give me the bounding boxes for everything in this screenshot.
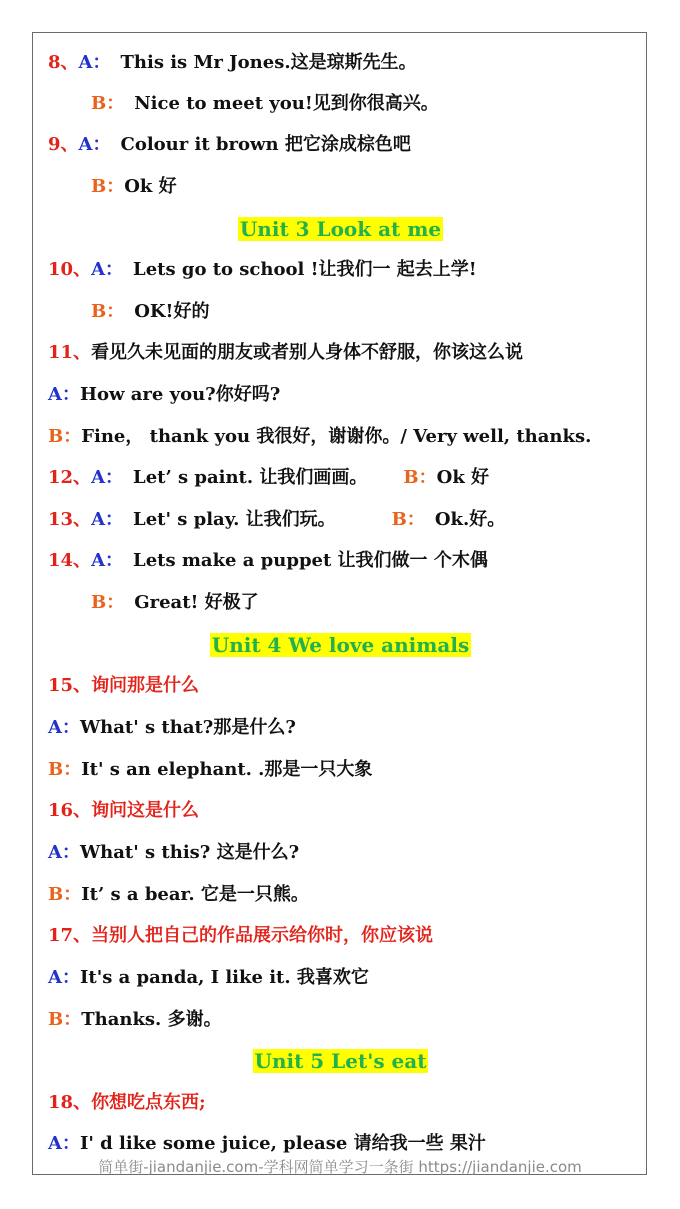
line-text: Fine， thank you 我很好，谢谢你。/ Very well, thanks. <box>81 426 592 447</box>
unit-4-heading <box>33 630 648 660</box>
line-text: Thanks. 多谢。 <box>81 1009 222 1030</box>
dialogue-line-10b <box>91 297 209 327</box>
line-text: Ok 好 <box>124 176 177 197</box>
speaker-b: B： <box>91 592 125 613</box>
speaker-b: B： <box>391 509 425 530</box>
item-number: 13、 <box>48 509 92 530</box>
line-text: It' s an elephant. .那是一只大象 <box>81 759 373 780</box>
dialogue-line-11a <box>48 380 280 410</box>
unit-heading-text: Unit 3 Look at me <box>239 217 442 241</box>
item-number: 14、 <box>48 550 92 571</box>
speaker-a: A： <box>91 467 124 488</box>
unit-5-heading <box>33 1046 648 1076</box>
item-number: 9、 <box>48 134 79 155</box>
line-text: Colour it brown 把它涂成棕色吧 <box>120 134 411 155</box>
prompt-line-16 <box>48 796 199 826</box>
dialogue-line-16a <box>48 838 299 868</box>
item-number: 10、 <box>48 259 92 280</box>
line-text: What' s that?那是什么? <box>79 717 296 738</box>
line-text: 询问那是什么 <box>91 675 200 696</box>
dialogue-line-18a <box>48 1129 486 1159</box>
item-number: 17、 <box>48 925 92 946</box>
speaker-a: A： <box>48 717 80 738</box>
speaker-a: A： <box>48 967 80 988</box>
speaker-a: A： <box>91 509 124 530</box>
line-text: Nice to meet you!见到你很高兴。 <box>134 93 439 114</box>
item-number: 16、 <box>48 800 92 821</box>
dialogue-line-14b <box>91 588 259 618</box>
line-text: OK!好的 <box>134 301 210 322</box>
prompt-line-17 <box>48 921 433 951</box>
dialogue-line-11b <box>48 422 591 452</box>
line-text: 看见久未见面的朋友或者别人身体不舒服，你该这么说 <box>91 342 524 363</box>
dialogue-line-17a <box>48 963 369 993</box>
line-text: Lets make a puppet 让我们做一 个木偶 <box>133 550 488 571</box>
unit-heading-text: Unit 4 We love animals <box>211 633 470 657</box>
item-number: 11、 <box>48 342 92 363</box>
speaker-b: B： <box>48 759 82 780</box>
dialogue-line-15a <box>48 713 296 743</box>
speaker-a: A： <box>48 842 80 863</box>
dialogue-line-12 <box>48 463 489 493</box>
item-number: 8、 <box>48 52 79 73</box>
line-text: It’ s a bear. 它是一只熊。 <box>81 884 309 905</box>
item-number: 18、 <box>48 1092 92 1113</box>
speaker-a: A： <box>91 259 124 280</box>
line-text-2: Ok 好 <box>436 467 490 488</box>
footer-watermark: 简单街-jiandanjie.com-学科网简单学习一条街 https://jiandanjie.com <box>98 1158 582 1176</box>
line-text: 询问这是什么 <box>91 800 200 821</box>
item-number: 15、 <box>48 675 92 696</box>
item-number: 12、 <box>48 467 92 488</box>
line-text: Lets go to school !让我们一 起去上学! <box>133 259 477 280</box>
dialogue-line-9a <box>48 130 411 160</box>
line-text: This is Mr Jones.这是琼斯先生。 <box>120 52 417 73</box>
dialogue-line-8b <box>91 89 439 119</box>
speaker-b: B： <box>48 1009 82 1030</box>
dialogue-line-8a <box>48 48 417 78</box>
speaker-b: B： <box>91 301 125 322</box>
line-text: Let' s play. 让我们玩。 <box>133 509 336 530</box>
document-page <box>32 32 647 1175</box>
dialogue-line-16b <box>48 880 309 910</box>
dialogue-line-13 <box>48 505 505 535</box>
speaker-a: A： <box>48 1133 80 1154</box>
unit-3-heading <box>33 214 648 244</box>
prompt-line-18 <box>48 1088 206 1118</box>
line-text: How are you?你好吗? <box>79 384 281 405</box>
dialogue-line-9b <box>91 172 177 202</box>
speaker-a: A： <box>78 52 111 73</box>
prompt-line-11 <box>48 338 523 368</box>
dialogue-line-17b <box>48 1005 222 1035</box>
line-text-2: Ok.好。 <box>434 509 506 530</box>
speaker-b: B： <box>91 176 125 197</box>
line-text: 你想吃点东西; <box>91 1092 206 1113</box>
speaker-b: B： <box>403 467 437 488</box>
speaker-a: A： <box>48 384 80 405</box>
speaker-a: A： <box>91 550 124 571</box>
dialogue-line-14a <box>48 546 488 576</box>
line-text: 当别人把自己的作品展示给你时，你应该说 <box>91 925 434 946</box>
line-text: I' d like some juice, please 请给我一些 果汁 <box>79 1133 486 1154</box>
speaker-b: B： <box>48 426 82 447</box>
dialogue-line-15b <box>48 755 372 785</box>
speaker-b: B： <box>48 884 82 905</box>
line-text: What' s this? 这是什么? <box>79 842 300 863</box>
prompt-line-15 <box>48 671 199 701</box>
line-text: Let’ s paint. 让我们画画。 <box>133 467 368 488</box>
speaker-a: A： <box>78 134 111 155</box>
speaker-b: B： <box>91 93 125 114</box>
line-text: It's a panda, I like it. 我喜欢它 <box>79 967 369 988</box>
unit-heading-text: Unit 5 Let's eat <box>254 1049 427 1073</box>
line-text: Great! 好极了 <box>134 592 259 613</box>
dialogue-line-10a <box>48 255 477 285</box>
